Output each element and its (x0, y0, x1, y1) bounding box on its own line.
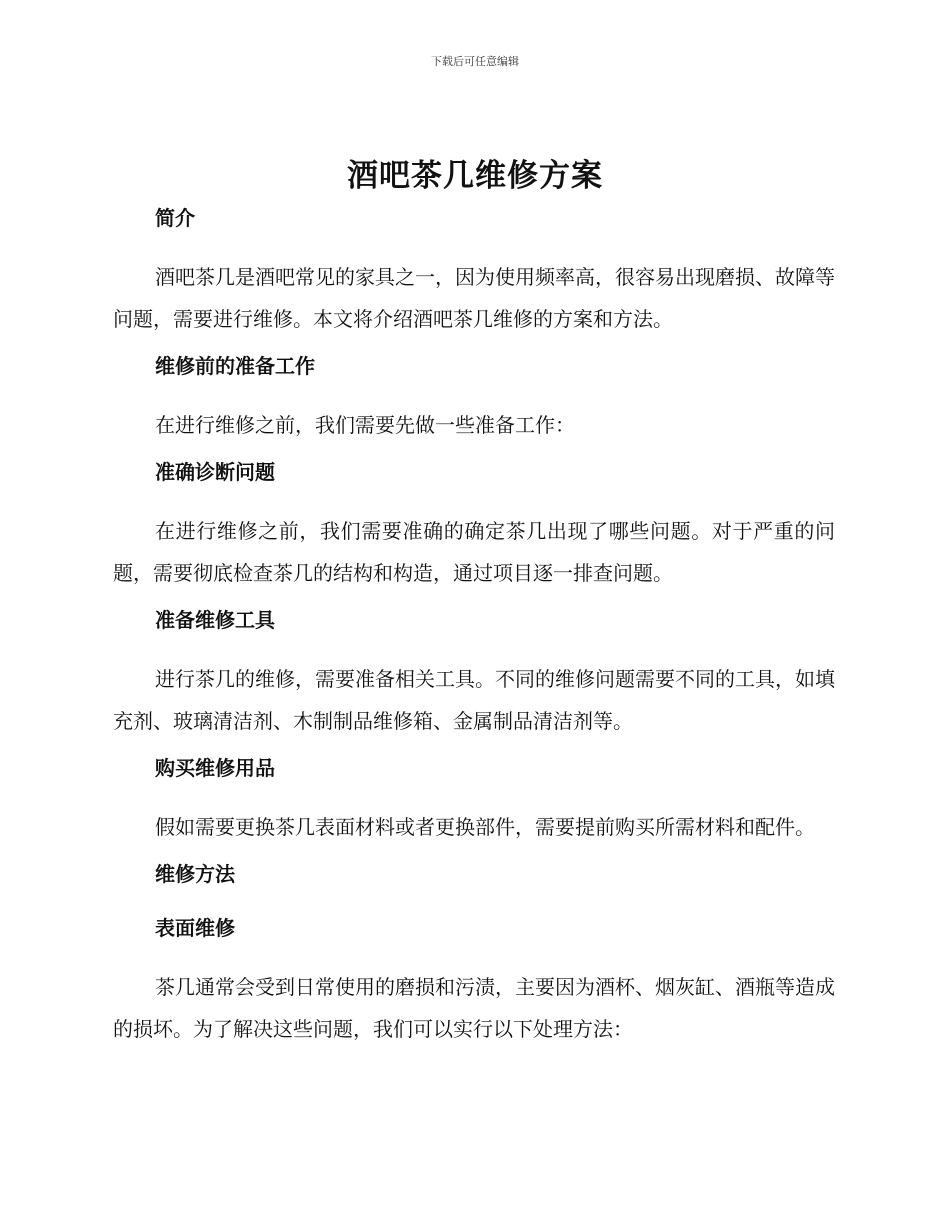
header-note: 下载后可任意编辑 (431, 55, 519, 68)
page-title: 酒吧茶几维修方案 (347, 158, 603, 194)
section-heading-surface-repair: 表面维修 (155, 916, 235, 940)
section-heading-tools: 准备维修工具 (155, 608, 275, 632)
paragraph-preparation: 在进行维修之前，我们需要先做一些准备工作： (155, 413, 575, 437)
section-heading-methods: 维修方法 (155, 862, 235, 886)
paragraph-tools: 进行茶几的维修，需要准备相关工具。不同的维修问题需要不同的工具，如填充剂、玻璃清洁剂、木制制品维修箱、金属制品清洁剂等。 (113, 667, 835, 733)
section-heading-preparation: 维修前的准备工作 (155, 354, 315, 378)
paragraph-supplies: 假如需要更换茶几表面材料或者更换部件，需要提前购买所需材料和配件。 (155, 815, 815, 839)
section-heading-supplies: 购买维修用品 (155, 756, 275, 780)
section-heading-diagnose: 准确诊断问题 (155, 460, 275, 484)
paragraph-diagnose: 在进行维修之前，我们需要准确的确定茶几出现了哪些问题。对于严重的问题，需要彻底检查茶几的结构和构造，通过项目逐一排查问题。 (113, 519, 835, 585)
paragraph-intro: 酒吧茶几是酒吧常见的家具之一，因为使用频率高，很容易出现磨损、故障等问题，需要进行维修。本文将介绍酒吧茶几维修的方案和方法。 (113, 265, 835, 331)
section-heading-intro: 简介 (155, 206, 195, 230)
document-body (113, 202, 835, 1060)
paragraph-surface-repair: 茶几通常会受到日常使用的磨损和污渍，主要因为酒杯、烟灰缸、酒瓶等造成的损坏。为了解决这些问题，我们可以实行以下处理方法： (113, 975, 835, 1041)
